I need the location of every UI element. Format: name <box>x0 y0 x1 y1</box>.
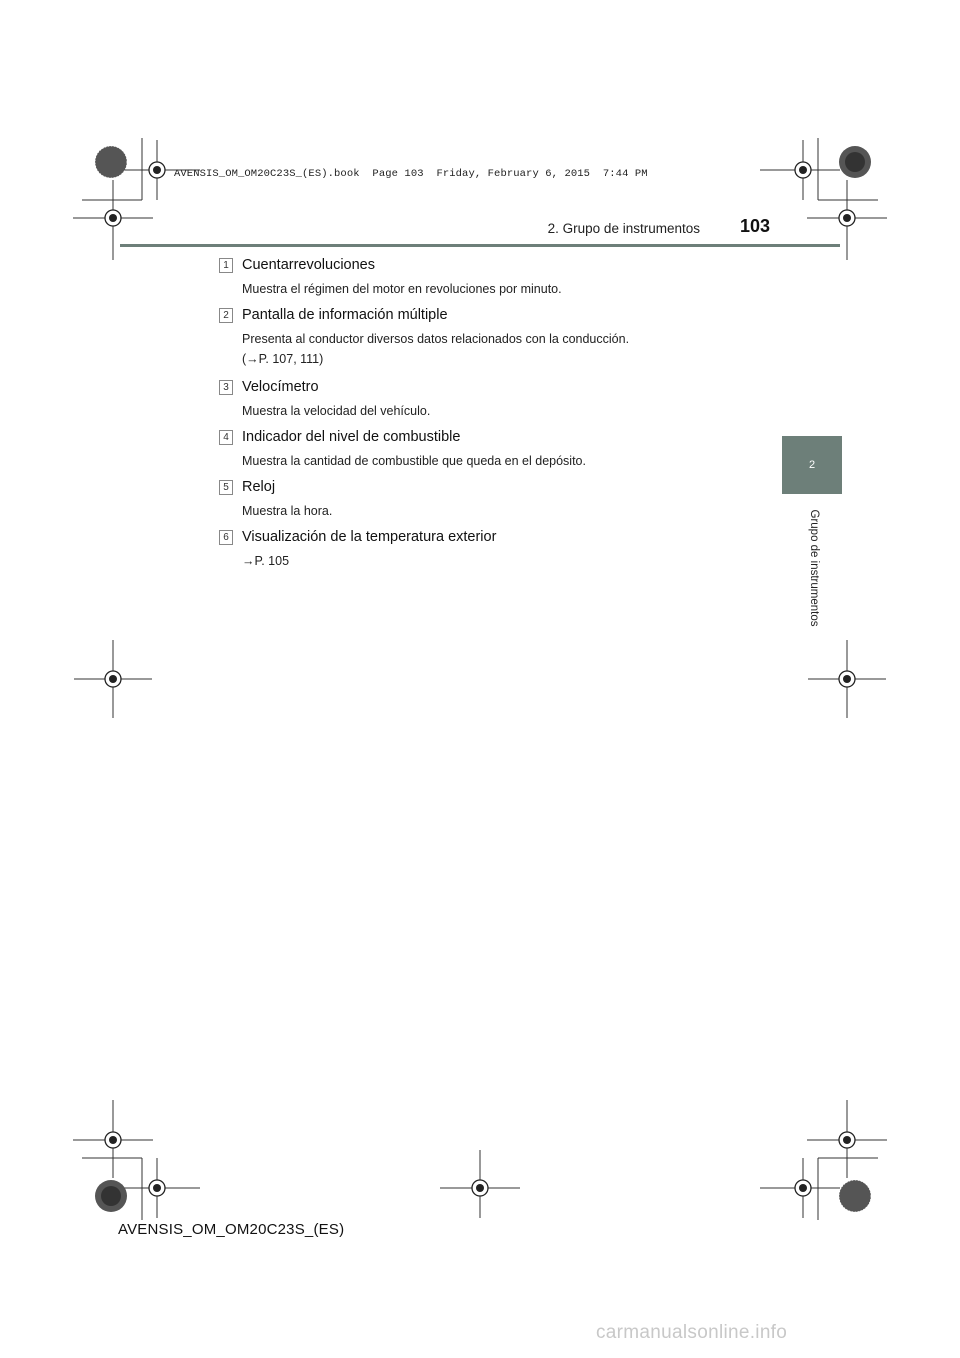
item-description: Muestra el régimen del motor en revoluciones por minuto. <box>242 282 562 296</box>
chapter-label: Grupo de instrumentos <box>808 509 820 627</box>
list-item <box>219 426 739 472</box>
section-title: 2. Grupo de instrumentos <box>547 221 700 236</box>
description-line: Presenta al conductor diversos datos relacionados con la conducción. <box>242 332 630 346</box>
page-number: 103 <box>740 216 771 236</box>
chapter-tab <box>782 436 842 494</box>
book-file-info: AVENSIS_OM_OM20C23S_(ES).book Page 103 Friday, February 6, 2015 7:44 PM <box>174 168 648 180</box>
page-reference-link[interactable]: →P. 105 <box>242 554 290 568</box>
list-item <box>219 526 739 572</box>
item-number: 2 <box>219 308 233 323</box>
item-number: 5 <box>219 480 233 495</box>
list-item <box>219 304 739 372</box>
item-description <box>242 329 739 369</box>
item-title: Velocímetro <box>242 379 319 395</box>
item-number: 4 <box>219 430 233 445</box>
item-title: Reloj <box>242 479 276 495</box>
item-number: 1 <box>219 258 233 273</box>
item-title: Visualización de la temperatura exterior <box>242 529 497 545</box>
item-description: Muestra la velocidad del vehículo. <box>242 404 431 418</box>
chapter-number: 2 <box>808 459 816 471</box>
list-item <box>219 476 739 522</box>
item-number: 3 <box>219 380 233 395</box>
watermark: carmanualsonline.info <box>596 1322 788 1343</box>
item-title: Pantalla de información múltiple <box>242 307 448 323</box>
item-description: Muestra la hora. <box>242 504 333 518</box>
page-reference-link[interactable]: (→P. 107, 111) <box>242 352 324 366</box>
item-title: Indicador del nivel de combustible <box>242 429 461 445</box>
instrument-list <box>219 254 739 572</box>
header-rule <box>120 244 840 247</box>
list-item <box>219 254 739 300</box>
item-number: 6 <box>219 530 233 545</box>
item-title: Cuentarrevoluciones <box>242 257 375 273</box>
list-item <box>219 376 739 422</box>
item-description: Muestra la cantidad de combustible que queda en el depósito. <box>242 454 586 468</box>
document-code: AVENSIS_OM_OM20C23S_(ES) <box>118 1221 345 1238</box>
